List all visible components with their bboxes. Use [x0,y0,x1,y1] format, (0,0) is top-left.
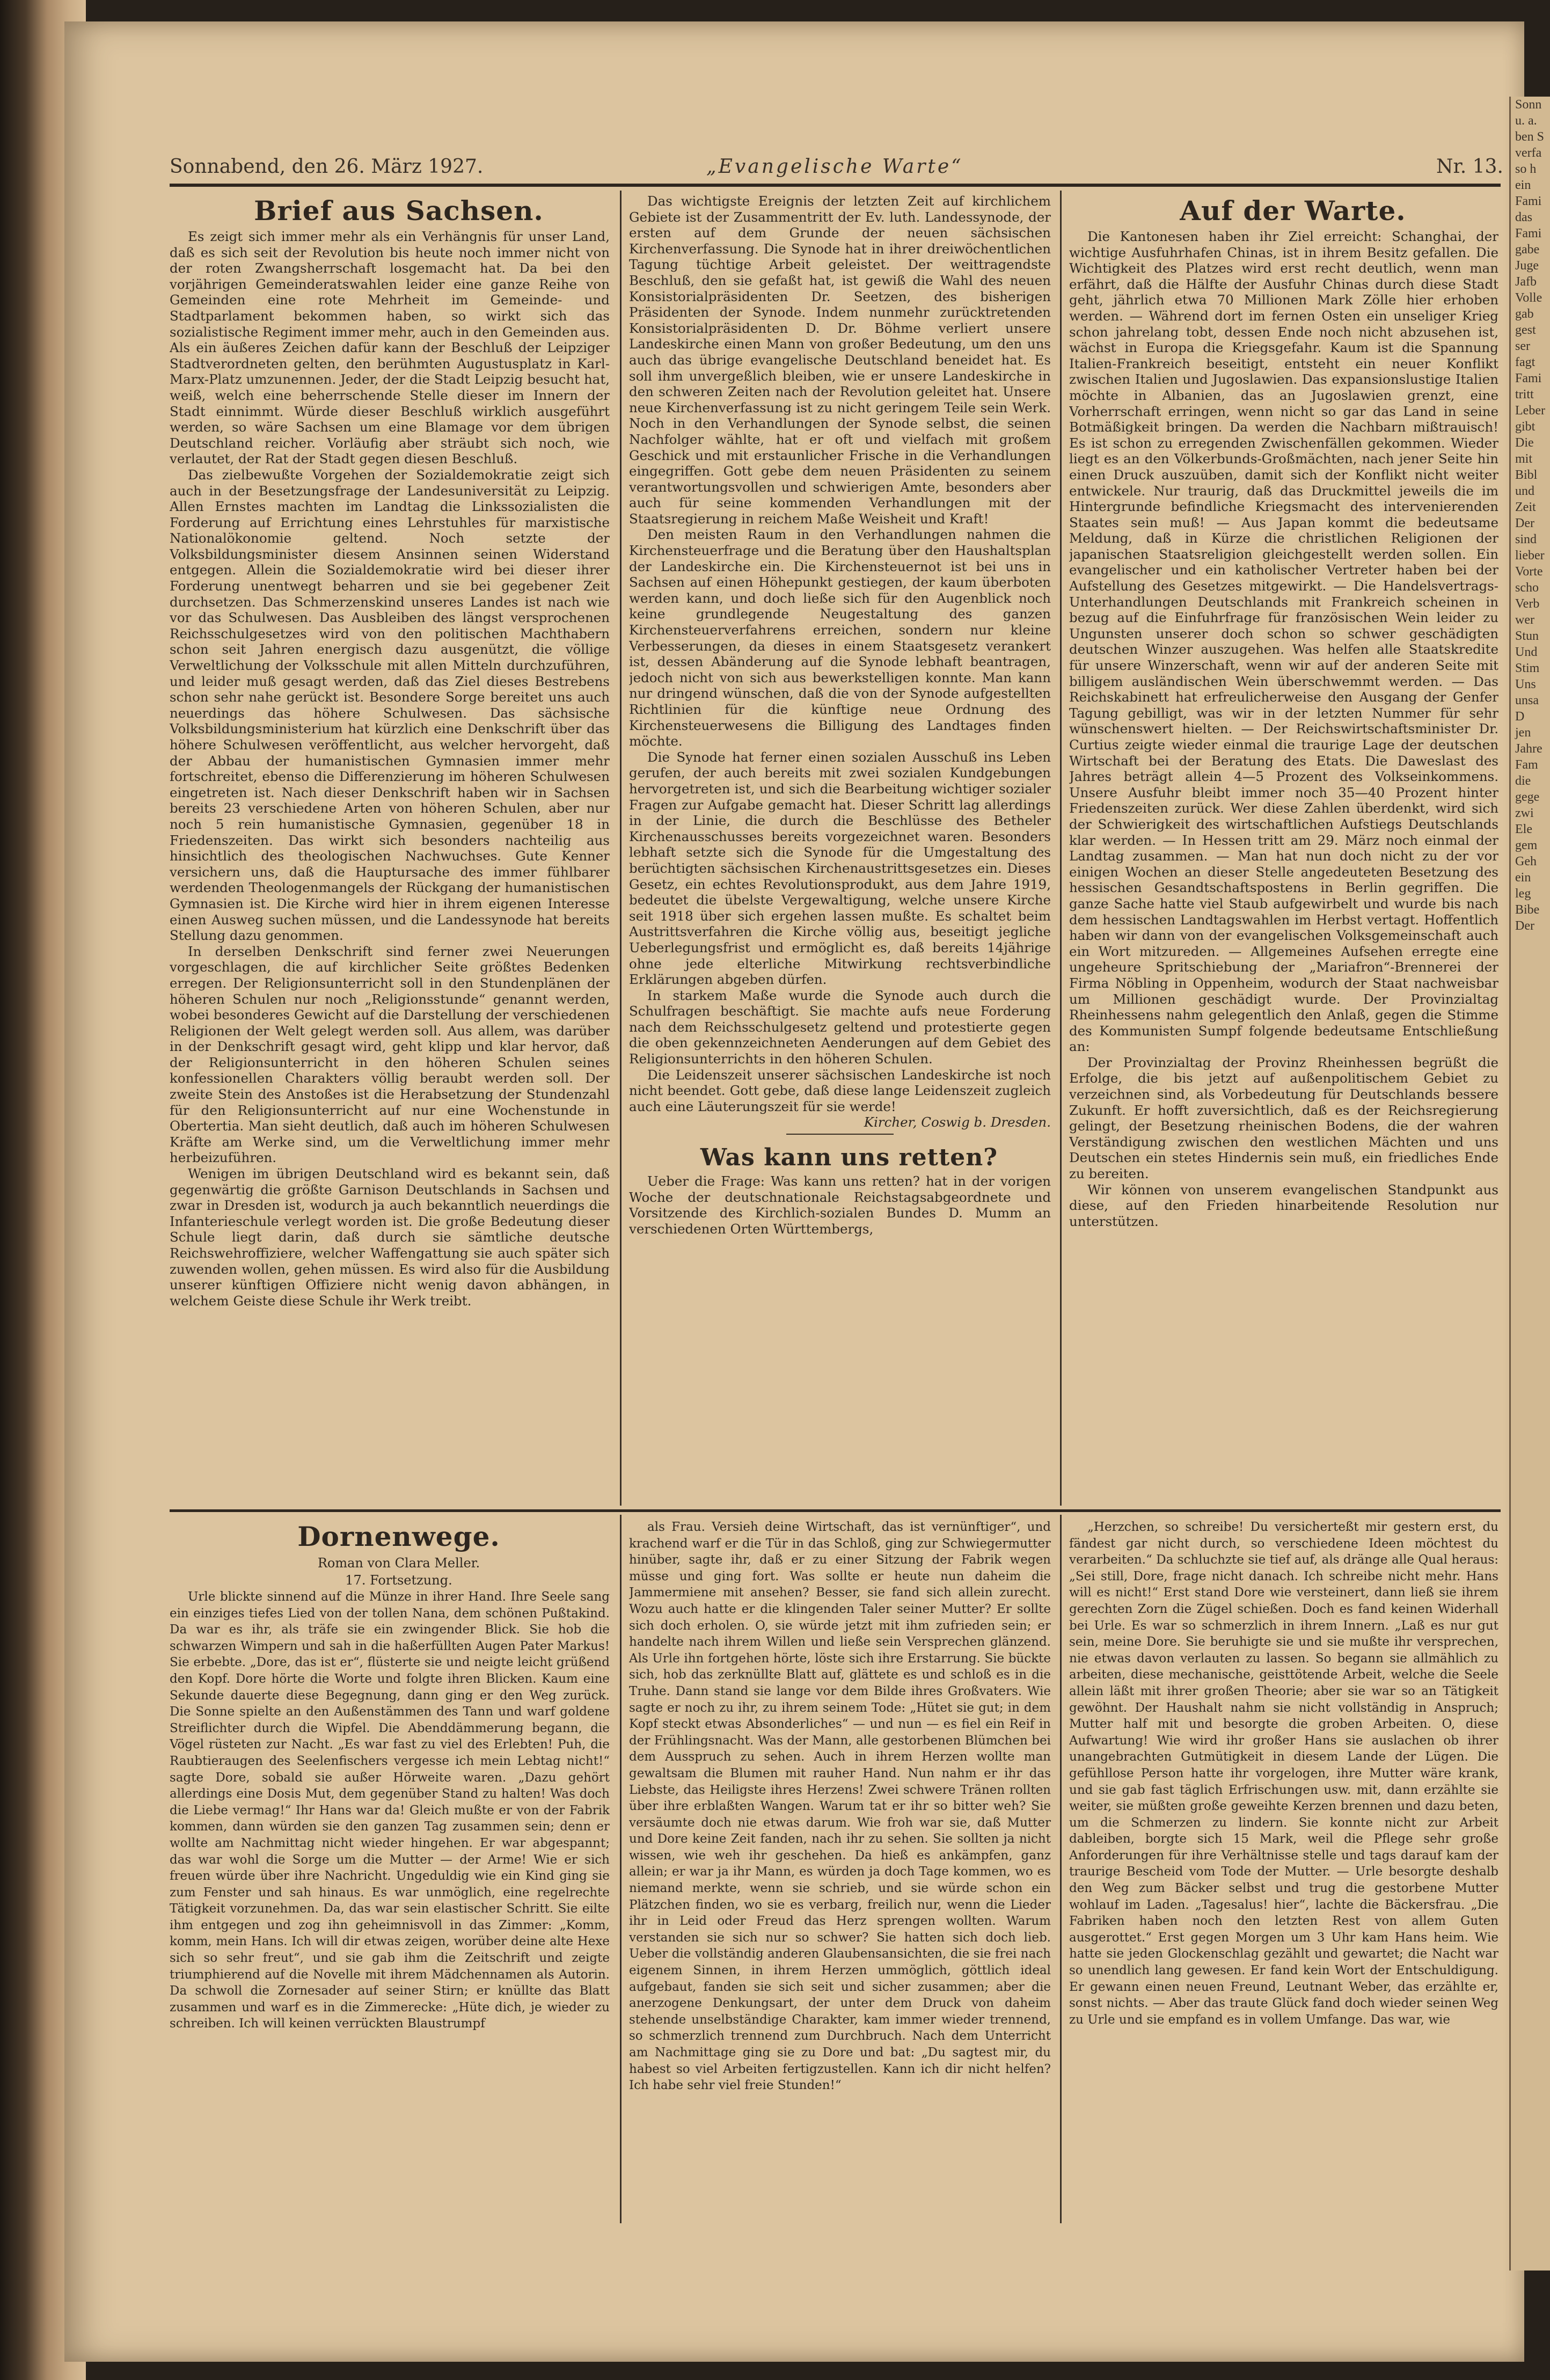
next-page-fragment: Fam [1515,758,1538,772]
next-page-fragment: ben S [1515,130,1544,144]
next-page-fragment: Juge [1515,259,1539,273]
article-title: Auf der Warte. [1180,195,1406,227]
next-page-fragment: verfa [1515,146,1542,160]
novel-installment: 17. Fortsetzung. [345,1573,452,1588]
next-page-fragment: scho [1515,581,1539,595]
next-page-fragment: mit [1515,452,1533,466]
header-date: Sonnabend, den 26. März 1927. [170,156,484,178]
article-paragraph: Der Provinzialtag der Provinz Rheinhessen begrüßt die Erfolge, die bis jetzt auf außenpolitischem Gebiet zu verzeichnen sind, als Vorbedeutung für Deutschlands bessere Zukunft. Er hofft zuversichtlich, daß es der Reichsregierung gelingt, der Besetzung rheinischen Bodens, die der wahren Verständigung zwischen den westlichen Mächten und uns Deutschen ein stetes Hindernis sein muß, ein friedliches Ende zu bereiten. [1069,1054,1498,1182]
next-page-fragment: Bibe [1515,903,1540,917]
novel-column-2 [629,1519,1051,2222]
next-page-strip [1509,97,1550,2271]
next-page-fragment: Ele [1515,822,1532,836]
next-page-fragment: leg [1515,887,1531,901]
header-rule [170,184,1501,187]
next-page-fragment: gab [1515,307,1534,321]
next-page-fragment: und [1515,484,1534,498]
article-paragraph: Den meisten Raum in den Verhandlungen nahmen die Kirchensteuerfrage und die Beratung über den Haushaltsplan der Landeskirche ein. Die Kirchensteuernot ist bei uns in Sachsen auf einen Höhepunkt gestiegen, der kaum überboten werden kann, und doch ließe sich für den Augenblick noch keine grundlegende Neugestaltung des ganzen Kirchensteuerverfahrens erreichen, sondern nur kleine Verbesserungen, da dieses in einem Staatsgesetz verankert ist, dessen Abänderung auf die Synode lebhaft beantragen, jedoch nicht von sich aus bewerkstelligen konnte. Man kann nur dringend wünschen, daß die von der Synode aufgestellten Richtlinien für die künftige neue Ordnung des Kirchensteuerwesens die Billigung des Landtages finden möchte. [629,527,1051,749]
article-brief-aus-sachsen [170,193,610,1503]
article-auf-der-warte [1069,193,1498,1503]
next-page-fragment: Fami [1515,194,1542,208]
next-page-fragment: Stim [1515,661,1540,675]
next-page-fragment: Jafb [1515,275,1537,289]
column-divider [620,1515,622,2223]
article-paragraph: Wir können von unserem evangelischen Standpunkt aus diese, auf den Frieden hinarbeitende Resolution nur unterstützen. [1069,1181,1498,1229]
next-page-fragment: Volle [1515,291,1542,305]
next-page-fragment: so h [1515,162,1537,176]
novel-column-3 [1069,1519,1498,2222]
article-paragraph: Wenigen im übrigen Deutschland wird es bekannt sein, daß gegenwärtig die größte Garnison Deutschlands in Sachsen und zwar in Dresden ist, wodurch ja auch bekanntlich neuerdings die Infanterieschule verlegt worden ist. Die große Bedeutung dieser Schule liegt darin, daß durch sie sämtliche deutsche Reichswehroffiziere, welcher Waffengattung sie auch später sich zuwenden wollen, gehen müssen. Es wird also für die Ausbildung unserer künftigen Offiziere nicht wenig davon abhängen, in welchem Geiste diese Schule ihr Werk treibt. [170,1166,610,1309]
novel-byline: Roman von Clara Meller. [317,1556,480,1571]
next-page-fragment: D [1515,710,1525,724]
section-rule [170,1509,1501,1512]
next-page-fragment: tritt [1515,388,1534,401]
next-page-fragment: zwi [1515,806,1534,820]
next-page-fragment: ein [1515,871,1531,885]
next-page-fragment: u. a. [1515,114,1537,128]
next-page-fragment: Verb [1515,597,1540,611]
next-page-fragment: Zeit [1515,500,1536,514]
novel-text: Urle blickte sinnend auf die Münze in ihrer Hand. Ihre Seele sang ein einziges tiefes Lied von der tollen Nana, dem schönen Pußtakind. Da war es ihr, als träfe sie ein zwingender Blick. Sie hob die schwarzen Wimpern und sah in die haßerfüllten Augen Pater Markus! Sie erbebte. „Dore, das ist er“, flüsterte sie und neigte leicht grüßend den Kopf. Dore hörte die Worte und folgte ihren Blicken. Kaum eine Sekunde dauerte diese Begegnung, dann ging er den Weg zurück. Die Sonne spielte an den Außenstämmen des Tann und warf goldene Streiflichter durch die Wipfel. Die Abenddämmerung begann, die Vögel rüsteten zur Nacht. „Es war fast zu viel des Erlebten! Puh, die Raubtieraugen des Seelenfischers vergesse ich mein Lebtag nicht!“ sagte Dore, sobald sie außer Hörweite waren. „Dazu gehört allerdings eine Dosis Mut, dem gegenüber Stand zu halten! Was doch die Liebe vermag!“ Ihr Hans war da! Gleich mußte er von der Fabrik kommen, dann würden sie den ganzen Tag zusammen sein; denn er wollte am Nachmittag nicht wieder hingehen. Er war abgespannt; das war wohl die Sorge um die Mutter — der Arme! Wie er sich freuen würde über ihre Nachricht. Ungeduldig wie ein Kind ging sie zum Fenster und sah hinaus. Es war unmöglich, eine regelrechte Tätigkeit vorzunehmen. Da, das war sein elastischer Schritt. Sie eilte ihm entgegen und zog ihn geheimnisvoll in das Zimmer: „Komm, komm, mein Hans. Ich will dir etwas zeigen, worüber deine alte Hexe sich so sehr freut“, und sie gab ihm die Zeitschrift und zeigte triumphierend auf die Novelle mit ihrem Mädchennamen als Autorin. Da schwoll die Zornesader auf seiner Stirn; er knüllte das Blatt zusammen und warf es in die Zimmerecke: „Hüte dich, je wieder zu schreiben. Ich will keinen verrückten Blaustrumpf [170,1590,610,2031]
next-page-fragment: Leber [1515,404,1545,418]
article-title: Was kann uns retten? [700,1144,998,1172]
next-page-fragment: fagt [1515,355,1536,369]
next-page-fragment: Die [1515,436,1534,450]
next-page-fragment: Geh [1515,855,1537,868]
next-page-fragment: das [1515,210,1532,224]
next-page-fragment: Sonn [1515,98,1542,112]
column-divider [620,191,622,1506]
article-paragraph: In starkem Maße wurde die Synode auch durch die Schulfragen beschäftigt. Sie machte aufs neue Forderung nach dem Reichsschulgesetz geltend und protestierte gegen die oben gekennzeichneten Aenderungen auf dem Gebiet des Religionsunterrichts in den höheren Schulen. [629,987,1051,1067]
novel-text: als Frau. Versieh deine Wirtschaft, das ist vernünftiger“, und krachend warf er die Tür in das Schloß, ging zur Schwiegermutter hinüber, sagte ihr, daß er zu einer Sitzung der Fabrik wegen müsse und ging fort. Was sollte er heute nun daheim die Jammermiene mit ansehen? Besser, sie fand sich allein zurecht. Wozu auch hatte er die klingenden Taler seiner Mutter? Er sollte sich doch erholen. O, sie würde jetzt mit ihm zufrieden sein; er handelte nach ihrem Willen und ließe sein Versprechen glänzend. Als Urle ihn fortgehen hörte, löste sich ihre Erstarrung. Sie bückte sich, hob das zerknüllte Blatt auf, glättete es und schloß es in die Truhe. Dann stand sie lange vor dem Bilde ihres Großvaters. Wie sagte er noch zu ihr, zu ihrem seinem Tode: „Hütet sie gut; in dem Kopf steckt etwas Absonderliches“ — und nun — es fiel ein Reif in der Frühlingsnacht. Was der Mann, alle gestorbenen Blümchen bei dem Ausspruch zu sehen. Auch in ihrem Herzen wollte man gewaltsam die Blumen mit rauher Hand. Nun nahm er ihr das Liebste, das Heiligste ihres Herzens! Zwei schwere Tränen rollten über ihre erblaßten Wangen. Warum tat er ihr so bitter weh? Sie versäumte doch nie etwas darum. Wie froh war sie, daß Mutter und Dore keine Zeit fanden, nach ihr zu sehen. Sie sollten ja nicht wissen, wie weh ihr geschehen. Da hieß es ankämpfen, ganz allein; er war ja ihr Mann, es würden ja doch Tage kommen, wo es niemand merkte, wenn sie schrieb, und sie würde schon ein Plätzchen finden, wo sie es verbarg, freilich nur, wenn die Lieder ihr in Leid oder Freud das Herz sprengen wollten. Warum verstanden sie sich nur so schwer? Sie hatten sich doch lieb. Ueber die vollständig anderen Glaubensansichten, die sie frei nach eigenem Sinnen, in ihrem Herzen ummöglich, göttlich ideal aufgebaut, fanden sie sich seit und sicher zusammen; aber die anerzogene Denkungsart, der unter dem Druck von daheim stehende unselbständige Charakter, kam immer wieder trennend, so schmerzlich trennend zum Durchbruch. Nach dem Unterricht am Nachmittage ging sie zu Dore und bat: „Du sagtest mir, du habest so viel Arbeiten fertigzustellen. Kann ich dir nicht helfen? Ich habe sehr viel freie Stunden!“ [629,1520,1051,2093]
next-page-fragment: Der [1515,516,1534,530]
article-paragraph: Ueber die Frage: Was kann uns retten? hat in der vorigen Woche der deutschnationale Reichstagsabgeordnete und Vorsitzende des Kirchlich-sozialen Bundes D. Mumm an verschiedenen Orten Württembergs, [629,1173,1051,1237]
next-page-fragment: gem [1515,838,1538,852]
article-paragraph: Die Leidenszeit unserer sächsischen Landeskirche ist noch nicht beendet. Gott gebe, daß diese lange Leidenszeit zugleich auch eine Läuterungszeit für sie werde! [629,1067,1051,1114]
next-page-fragment: Der [1515,919,1534,933]
header-issue: Nr. 13. [1436,156,1503,178]
novel-title: Dornenwege. [297,1521,500,1552]
section-divider [786,1134,894,1135]
next-page-fragment: lieber [1515,549,1545,563]
column-divider [1060,1515,1062,2223]
next-page-fragment: die [1515,774,1531,788]
next-page-fragment: Fami [1515,371,1542,385]
next-page-fragment: jen [1515,726,1531,740]
next-page-fragment: wer [1515,613,1534,627]
article-continuation [629,193,1051,1503]
article-paragraph: Es zeigt sich immer mehr als ein Verhängnis für unser Land, daß es sich seit der Revolution bis heute noch immer nicht von der roten Zwangsherrschaft losgemacht hat. Da bei den vorjährigen Gemeinderatswahlen leider eine ganze Reihe von Gemeinden eine rote Mehrheit im Gemeinde- und Stadtparlament bekommen haben, so wirkt sich das sozialistische Regiment immer mehr, auch in den Gemeinden aus. Als ein äußeres Zeichen dafür kann der Beschluß der Leipziger Stadtverordneten gelten, den berühmten Augustusplatz in Karl-Marx-Platz umzunennen. Jeder, der die Stadt Leipzig besucht hat, weiß, welch eine beherrschende Stelle dieser im Innern der Stadt einnimmt. Würde dieser Beschluß wirklich ausgeführt werden, so wäre Sachsen um eine Blamage vor dem übrigen Deutschland reicher. Vorläufig aber sträubt sich noch, wie verlautet, der Rat der Stadt gegen diesen Beschluß. [170,229,610,467]
article-paragraph: Das zielbewußte Vorgehen der Sozialdemokratie zeigt sich auch in der Besetzungsfrage der Landesuniversität zu Leipzig. Allen Ernstes machten im Landtag die Linkssozialisten die Forderung auf Errichtung eines Lehrstuhles für marxistische Nationalökonomie geltend. Noch setzte der Volksbildungsminister diesem Ansinnen seinen Widerstand entgegen. Allein die Sozialdemokratie wird bei dieser ihrer Forderung unentwegt beharren und sie bei gegebener Zeit durchsetzen. Das Schmerzenskind unseres Landes ist nach wie vor das Schulwesen. Das Ausbleiben des längst versprochenen Reichsschulgesetzes wird von den politischen Machthabern schon seit Jahren energisch dazu ausgenützt, die völlige Verweltlichung der Volksschule mit allen Mitteln durchzuführen, und leider muß gesagt werden, daß das Ziel dieses Bestrebens schon sehr nahe gerückt ist. Besondere Sorge bereitet uns auch neuerdings das höhere Schulwesen. Das sächsische Volksbildungsministerium hat kürzlich eine Denkschrift über das höhere Schulwesen veröffentlicht, aus welcher hervorgeht, daß der Abbau der humanistischen Gymnasien immer mehr fortschreitet, ebenso die Differenzierung im höheren Schulwesen eingetreten ist. Nach dieser Denkschrift haben wir in Sachsen bereits 23 verschiedene Arten von höheren Schulen, aber nur noch 5 rein humanistische Gymnasien, gegenüber 18 in Friedenszeiten. Das wirkt sich besonders nachteilig aus hinsichtlich des theologischen Nachwuchses. Gute Kenner versichern uns, daß die Hauptursache des immer fühlbarer werdenden Theologenmangels der Rückgang der humanistischen Gymnasien ist. Die Kirche wird hier in ihrem eigenen Interesse einen Ausweg suchen müssen, und die Landessynode hat bereits Stellung dazu genommen. [170,466,610,944]
novel-text: „Herzchen, so schreibe! Du versicherteßt mir gestern erst, du fändest gar nicht durch, so verschiedene Ideen möchtest du verarbeiten.“ Da schluchzte sie tief auf, als dränge alle Qual heraus: „Sei still, Dore, frage nicht danach. Ich schreibe nicht mehr. Hans will es nicht!“ Erst stand Dore wie versteinert, dann ließ sie ihrem gerechten Zorn die Zügel schießen. Doch es fand keinen Widerhall bei Urle. Es war so schmerzlich in ihrem Innern. „Laß es nur gut sein, meine Dore. Sie beruhigte sie und sie mußte ihr versprechen, nie etwas davon verlauten zu lassen. So begann sie allmählich zu arbeiten, diese mechanische, geisttötende Arbeit, welche die Seele allein läßt mit ihrer großen Theorie; aber sie war so an Tätigkeit gewöhnt. Der Haushalt nahm sie nicht vollständig in Anspruch; Mutter half mit und besorgte die groben Arbeiten. O, diese Aufwartung! Wie wird ihr großer Hans sie auslachen ob ihrer unangebrachten Gutmütigkeit in diesem Lande der Lügen. Die gefühllose Person hatte ihr vorgelogen, ihre Mutter wäre krank, und sie gab fast täglich Erfrischungen usw. mit, dann erzählte sie weiter, sie müßten große geweihte Kerzen brennen und dazu beten, um die Schmerzen zu lindern. Sie konnte nicht zur Arbeit dableiben, borgte sich 15 Mark, weil die Pflege sehr große Anforderungen für ihre Verhältnisse stelle und tags darauf kam der traurige Bescheid vom Tode der Mutter. — Urle besorgte deshalb den Weg zum Bäcker selbst und trug die gestorbene Mutter wohlauf im Laden. „Tagesalus! hier“, lachte die Bäckersfrau. „Die Fabriken haben noch den letzten Rest von allem Guten ausgerottet.“ Erst gegen Morgen um 3 Uhr kam Hans heim. Wie hatte sie jeden Glockenschlag gezählt und gewartet; die Nacht war so unendlich lang gewesen. Er fand kein Wort der Entschuldigung. Er gewann einen neuen Freund, Leutnant Weber, das erzählte er, sonst nichts. — Aber das traute Glück fand doch wieder seinen Weg zu Urle und sie empfand es in vollem Umfange. Das war, wie [1069,1520,1498,2027]
next-page-fragment: ser [1515,339,1530,353]
next-page-fragment: Und [1515,645,1538,659]
next-page-fragment: sind [1515,532,1537,546]
next-page-fragment: gibt [1515,420,1536,434]
article-paragraph: Das wichtigste Ereignis der letzten Zeit auf kirchlichem Gebiete ist der Zusammentritt der Ev. luth. Landessynode, der ersten auf dem Grunde der neuen sächsischen Kirchenverfassung. Die Synode hat in ihrer dreiwöchentlichen Tagung tüchtige Arbeit geleistet. Der weittragendste Beschluß, den sie gefaßt hat, ist gewiß die Wahl des neuen Konsistorialpräsidenten Dr. Seetzen, des bisherigen Präsidenten der Synode. Indem nunmehr zurücktretenden Konsistorialpräsidenten D. Dr. Böhme verliert unsere Landeskirche einen Mann von großer Bedeutung, um den uns auch das übrige evangelische Deutschland beneidet hat. Es soll ihm unvergeßlich bleiben, wie er unsere Landeskirche in den schweren Zeiten nach der Revolution geleitet hat. Unsere neue Kirchenverfassung ist zu nicht geringem Teile sein Werk. Noch in den Verhandlungen der Synode selbst, die seinen Nachfolger wählte, hat er oft und vielfach mit großem Geschick und mit erstaunlicher Frische in die Verhandlungen eingegriffen. Gott gebe dem neuen Präsidenten zu seinem verantwortungsvollen und schwierigen Amte, besonders aber auch für seine kommenden Verhandlungen mit der Staatsregierung in reichem Maße Weisheit und Kraft! [629,193,1051,527]
next-page-fragment: unsa [1515,693,1539,707]
next-page-fragment: gabe [1515,243,1540,257]
next-page-fragment: Bibl [1515,468,1538,482]
page-header [170,145,1511,188]
article-title: Brief aus Sachsen. [254,195,544,227]
next-page-fragment: gege [1515,790,1540,804]
article-signature: Kircher, Coswig b. Dresden. [864,1114,1051,1130]
header-title: „Evangelische Warte“ [706,156,963,178]
next-page-fragment: Uns [1515,677,1536,691]
novel-column-1 [170,1519,610,2222]
article-paragraph: Die Synode hat ferner einen sozialen Ausschuß ins Leben gerufen, der auch bereits mit zwei sozialen Kundgebungen hervorgetreten ist, und sich die Bearbeitung wichtiger sozialer Fragen zur Aufgabe gemacht hat. Dieser Schritt lag allerdings in der Linie, die durch die Beschlüsse des Betheler Kirchenausschusses bereits vorgezeichnet waren. Besonders lebhaft setzte sich die Synode für die Umgestaltung des berüchtigten sächsischen Kirchenaustrittsgesetzes ein. Dieses Gesetz, ein echtes Revolutionsprodukt, aus dem Jahre 1919, bedeutet die übelste Vergewaltigung, welche unsere Kirche seit 1918 über sich ergehen lassen mußte. Es schaltet beim Austrittsverfahren die Kirche völlig aus, beseitigt jegliche Ueberlegungsfrist und ermöglicht es, daß bereits 14jährige ohne jede elterliche Mitwirkung rechtsverbindliche Erklärungen abgeben dürfen. [629,749,1051,988]
article-paragraph: Die Kantonesen haben ihr Ziel erreicht: Schanghai, der wichtige Ausfuhrhafen Chinas, ist in ihrem Besitz gefallen. Die Wichtigkeit des Platzes wird erst recht deutlich, wenn man erfährt, daß die Hälfte der Ausfuhr Chinas durch diese Stadt geht, jährlich etwa 70 Millionen Mark Zölle hier erhoben werden. — Während dort im fernen Osten ein unseliger Krieg schon jahrelang tobt, dessen Ende noch nicht abzusehen ist, wächst in Europa die Kriegsgefahr. Kaum ist die Spannung Italien-Frankreich beseitigt, entsteht ein neuer Konflikt zwischen Italien und Jugoslawien. Das expansionslustige Italien möchte in Albanien, das an Jugoslawien grenzt, eine Vorherrschaft erringen, wenn nicht so gar das Land in seine Botmäßigkeit bringen. Da werden die Nachbarn mißtrauisch! Es ist schon zu erregenden Zwischenfällen gekommen. Wieder liegt es an den Völkerbunds-Großmächten, nach jener Seite hin einen Druck auszuüben, damit sich der Konflikt nicht weiter entwickele. Nur traurig, daß das Druckmittel jeweils die im Hintergrunde befindliche Kriegsmacht des intervenierenden Staates sein muß! — Aus Japan kommt die bedeutsame Meldung, daß in Kürze die christlichen Religionen der japanischen Staatsreligion gleichgestellt werden sollen. Ein evangelischer und ein katholischer Vertreter haben bei der Aufstellung des Gesetzes mitgewirkt. — Die Handelsvertrags-Unterhandlungen Deutschlands mit Frankreich scheinen in bezug auf die Einfuhrfrage für französischen Wein leider zu Ungunsten unserer doch schon so schwer geschädigten deutschen Winzer auszugehen. Was helfen alle Staatskredite für unsere Winzerschaft, wenn wir auf der anderen Seite mit billigem ausländischen Wein überschwemmt werden. — Das Reichskabinett hat erfreulicherweise den Ausgang der Genfer Tagung gebilligt, was wir in der letzten Nummer für sehr wünschenswert hielten. — Der Reichswirtschaftsminister Dr. Curtius zeigte wieder einmal die traurige Lage der deutschen Wirtschaft bei der Beratung des Etats. Die Daweslast des Jahres beträgt allein 4—5 Prozent des Volkseinkommens. Unsere Ausfuhr bleibt immer noch 35—40 Prozent hinter Friedenszeiten zurück. Wer diese Zahlen überdenkt, wird sich der Schwierigkeit des wirtschaftlichen Aufstiegs Deutschlands klar werden. — In Hessen tritt am 29. März noch einmal der Landtag zusammen. — Man hat nun doch nicht zu der vor einigen Wochen an dieser Stelle angedeuteten Besetzung des hessischen Gesandtschaftspostens in Berlin gegriffen. Die ganze Sache hatte viel Staub aufgewirbelt und wurde bis nach dem hessischen Landtagswahlen im Herbst vertagt. Hoffentlich haben wir dann von der evangelischen Volksgemeinschaft auch ein Wort mitzureden. — Allgemeines Aufsehen erregte eine ungeheure Spritschiebung der „Mariafron“-Brennerei der Firma Nöbling in Oppenheim, wodurch der Staat nachweisbar um Millionen geschädigt wurde. Der Provinzialtag Rheinhessens nahm gelegentlich den Anlaß, gegen die Stimme des Kommunisten Sumpf folgende bedeutsame Entschließung an: [1069,229,1498,1055]
next-page-fragment: gest [1515,323,1536,337]
next-page-fragment: Vorte [1515,565,1543,579]
next-page-fragment: ein [1515,178,1531,192]
article-paragraph: In derselben Denkschrift sind ferner zwei Neuerungen vorgeschlagen, die auf kirchlicher Seite größtes Bedenken erregen. Der Religionsunterricht soll in den Stundenplänen der höheren Schulen nur noch „Religionsstunde“ genannt werden, wobei besonderes Gewicht auf die Darstellung der verschiedenen Religionen der Welt gelegt werden soll. Aus allem, was darüber in der Denkschrift gesagt wird, geht klipp und klar hervor, daß der Religionsunterricht in den höheren Schulen seines konfessionellen Charakters völlig beraubt werden soll. Der zweite Stein des Anstoßes ist die Herabsetzung der Stundenzahl für den Religionsunterricht auf nur eine Wochenstunde in Obertertia. Man sieht deutlich, daß auch im höheren Schulwesen Kräfte am Werke sind, um die Verweltlichung immer mehr herbeizuführen. [170,943,610,1166]
next-page-fragment: Jahre [1515,742,1542,756]
column-divider [1060,191,1062,1506]
next-page-fragment: Stun [1515,629,1539,643]
next-page-fragment: Fami [1515,227,1542,240]
